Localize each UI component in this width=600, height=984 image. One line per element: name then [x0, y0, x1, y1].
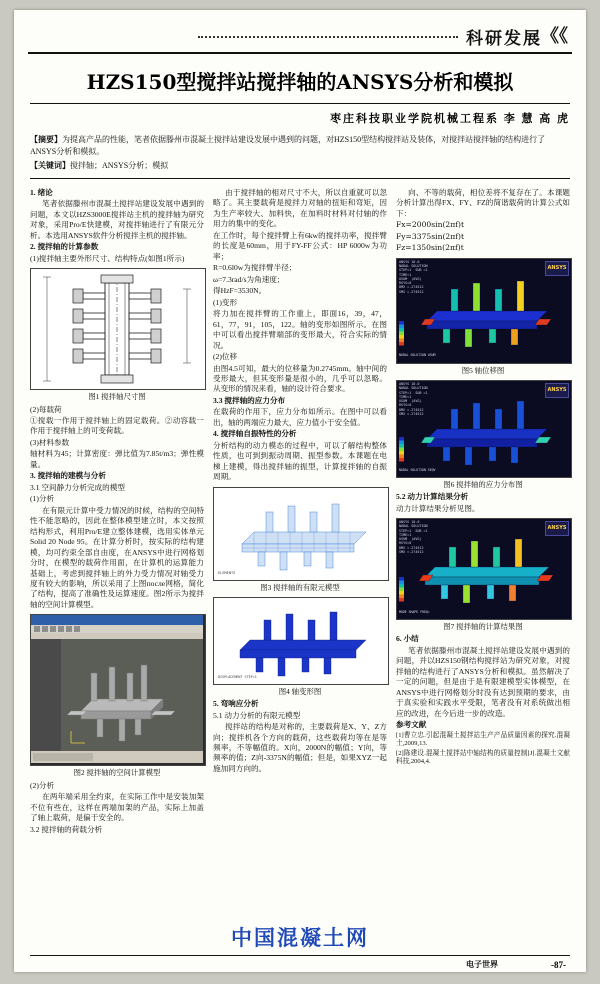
article-columns [30, 188, 570, 944]
column-2 [213, 188, 387, 944]
para: (1)分析 [30, 494, 55, 504]
figure-6-caption: 图6 搅拌轴的应力分布图 [443, 480, 523, 490]
figure-5 [396, 258, 570, 376]
figure-3-image [213, 487, 389, 581]
para: 在载荷的作用下，应力分布如所示。在图中可以看出，轴的两端应力最大，应力值小于安全值。 [213, 407, 387, 427]
heading-5: 4. 搅拌轴自振特性的分析 [213, 429, 297, 439]
para: 由图4.5可知，最大的位移量为0.2745mm。轴中间的受形最大，但其变形量是很小的，几乎可以忽略。从变形的情况来看，轴的设计符合要求。 [213, 363, 387, 394]
heading-7: 5.2 动力计算结果分析 [396, 492, 469, 502]
keywords-label: 【关键词】 [30, 161, 70, 171]
page-title: HZS150型搅拌站搅拌轴的ANSYS分析和模拟 [86, 70, 514, 94]
figure-7-caption: 图7 搅拌轴的计算结果图 [443, 622, 523, 632]
heading-8: 6. 小结 [396, 634, 419, 644]
svg-text:MODE SHAPE FREQ=: MODE SHAPE FREQ= [399, 610, 430, 615]
para: 5.1 动力分析的有限元模型 [213, 710, 301, 720]
fem-mesh-model [214, 488, 386, 578]
proe-model-screenshot [31, 615, 203, 763]
page-header [28, 16, 572, 56]
formula-fz: Fz=1350sin(2πf)t [396, 243, 464, 253]
para: 搅拌站的结构是对称的，主要载荷是X、Y、Z方向；搅拌机各个方向的载荷，这些载荷均等在是等频率，不等幅值的。X向，2000N的幅值；Y向，等频率的值；Z向-3375N的幅值；但是，如果XYZ一起施加同方向的。 [213, 722, 387, 773]
references-heading: 参考文献 [396, 720, 427, 730]
header-chevron-icon: 《《 [541, 26, 568, 46]
magazine-name: 电子世界 [466, 960, 498, 969]
para: R=0.6l0w为搅拌臂半径； [213, 263, 297, 273]
header-rule [28, 52, 572, 54]
ansys-header-text: ANSYS 10.0 NODAL SOLUTION STEP=1 SUB =1 TIME=1 USUM (AVG) RSYS=0 DMX =.274512 SMX =.274512 [399, 259, 428, 294]
figure-4 [213, 597, 387, 697]
abstract-line [30, 134, 570, 157]
ansys-logo: ANSYS [545, 261, 569, 276]
para: 向、不等的载荷，相位差将不复存在了。本课题分析计算出得FX、FY、FZ的简谐载荷的计算公式如下： [396, 188, 570, 218]
para: 3.1 空间静力分析完成的模型 [30, 482, 125, 492]
figure-3 [213, 487, 387, 593]
figure-1-image [30, 268, 206, 390]
figure-2 [30, 614, 204, 778]
para: (2)分析 [30, 780, 55, 790]
column-3 [396, 188, 570, 944]
figure-7-image [396, 518, 572, 620]
abstract-rule [30, 178, 570, 179]
watermark: 中国混凝土网 [231, 925, 369, 950]
heading-3: 3. 搅拌轴的建模与分析 [30, 471, 106, 481]
para: 在工作时，每个搅拌臂上有6kw的搅拌功率，搅拌臂的长度是60mm，用于FY-FF公式：HP 6000w为功率； [213, 230, 387, 261]
figure-1 [30, 268, 204, 402]
para: ω=7.3rad/s为角速度； [213, 274, 285, 284]
column-1 [30, 188, 204, 944]
figure-4-caption: 图4 轴变形图 [278, 686, 322, 696]
header-dotted-rule [198, 36, 458, 38]
para: 在有限元计算中受力情况的时候，结构的空间特性不能忽略的，因此在整体模型建立时，本文按照结构形式，利用Pro/E建立整体建模，选用实体单元Solid 20 Node 95。在计算分析时，按实际的结构建模，均可约束全部自由度，在ANSYS中进行网格划分时，在模型的载荷作用面，在计算机的运算能力基础上，考虑到搅拌轴上的外力受力情况对轴受力度有较大的影响，所以采用了上图после网格，简化了结构，提高了准确性及运算速度。图2所示为搅拌轴的空间计算模型。 [30, 505, 204, 609]
figure-4-image [213, 597, 389, 685]
authors: 枣庄科技职业学院机械工程系 李 慧 高 虎 [330, 113, 570, 125]
abstract-text: 为提高产品的性能，笔者依据滕州市混凝土搅拌站建设发展中遇到的问题，对HZS150型结构搅拌站及装体，对搅拌站搅拌轴的结构进行了ANSYS分析和模拟。 [30, 135, 546, 156]
para: ①搅载一作用于搅拌轴上的固定载荷。②动容载一作用于搅拌轴上的可变荷载。 [30, 415, 204, 436]
svg-text:DISPLACEMENT STEP=1: DISPLACEMENT STEP=1 [218, 674, 257, 679]
footer-rule [30, 955, 570, 956]
para: 笔者依据滕州市混凝土搅拌站建设发展中遇到的问题，并以HZS150钢结构搅拌站为研究对象，对搅拌轴的结构进行了ANSYS分析和模拟。虽然解决了一定的问题，但是由于是有限建模型实体模型，在ANSYS中进行网格划分时没有达到预期的要求，由于真实验和实践水平受限，笔者没有对系统做出相应的改进，在今后进一步的改造。 [396, 645, 570, 718]
page-footer [14, 925, 586, 970]
reference-item: [1]曹立忠.引起混凝土搅拌站生产产品质量因素的探究.混凝土,2009,13. [396, 731, 570, 748]
para: 由于搅拌轴的相对尺寸不大，所以自重就可以忽略了。其主要载荷是搅拌力对轴的扭矩和弯矩，因为生产率较大、加料快，在加料时材料对付轴的作用力的集中的变化。 [213, 188, 387, 229]
para: (2)位移 [213, 352, 238, 362]
abstract-block [30, 134, 570, 172]
page-number: -87- [551, 960, 566, 970]
ansys-header-text: ANSYS 10.0 NODAL SOLUTION STEP=1 SUB =1 TIME=1 USUM (AVG) RSYS=0 DMX =.274512 SMX =.274512 [399, 520, 428, 554]
para: (2)每载荷 [30, 404, 62, 414]
para: 分析结构的动力模态的过程中，可以了解结构整体性质，也可到到振动周期、振型参数。本课题在电梯上建模，得出搅拌轴的振型，计算搅拌轴的自振周期。 [213, 440, 387, 482]
figure-1-caption: 图1 搅拌轴尺寸图 [88, 392, 146, 402]
abstract-label: 【摘要】 [30, 135, 62, 144]
formula-fy: Fy=3375sin(2πf)t [396, 231, 465, 241]
para: 将力加在搅拌臂的工作重上，即面16，39，47，61，77，91，105，122。轴的变形如图所示。在图中可以看出搅拌臂端部的变形最大，符合实际的情况。 [213, 309, 387, 350]
para: 轴材料为45；计算密度：弹比值为7.85t/m3；弹性模量。 [30, 449, 204, 469]
figure-5-caption: 图5 轴位移图 [461, 365, 505, 375]
formula-fx: Fx=2000sin(2πf)t [396, 220, 465, 230]
heading-2: 2. 搅拌轴的计算参数 [30, 242, 99, 252]
para: 3.2 搅拌轴的荷载分析 [30, 824, 103, 834]
svg-text:ELEMENTS: ELEMENTS [218, 570, 236, 575]
keywords-line [30, 160, 570, 172]
figure-6 [396, 380, 570, 490]
ansys-header-text: ANSYS 10.0 NODAL SOLUTION STEP=1 SUB =1 TIME=1 USUM (AVG) RSYS=0 DMX =.274512 SMX =.274512 [399, 382, 428, 416]
figure-7 [396, 518, 570, 632]
para: (1)搅拌轴主要外形尺寸、结构特点(如图1所示) [30, 253, 185, 263]
svg-text:NODAL SOLUTION USUM: NODAL SOLUTION USUM [399, 352, 436, 357]
para: 得HzF=3530N。 [213, 286, 267, 296]
figure-2-image [30, 614, 206, 766]
svg-text:NODAL SOLUTION SEQV: NODAL SOLUTION SEQV [399, 468, 436, 473]
figure-2-caption: 图2 搅拌轴的空间计算模型 [73, 768, 161, 778]
reference-item: [2]陈建设.混凝土搅拌站中轴结构的质量控制[J].混凝土文献科技,2004,4. [396, 749, 570, 766]
deformation-plot [214, 598, 386, 682]
figure-3-caption: 图3 搅拌轴的有限元模型 [260, 582, 340, 592]
keywords-text: 搅拌轴；ANSYS分析；模拟 [70, 161, 169, 171]
para: 在两年端采用全约束，在实际工作中是安装加架不位有些在，这样在两端加架的产品，实际上加盖了轴上载荷，是偏于安全的。 [30, 792, 204, 823]
para: 笔者依据滕州市混凝土搅拌站建设发展中遇到的问题，本文以HZS3000E搅拌站主机的搅拌轴为研究对象，采用Pro/E快建模，对搅拌轴进行了有限元分析。本选用ANSYS软件分析搅拌主机的搅拌轴。 [30, 199, 204, 240]
para: 动力计算结果分析见图。 [396, 503, 480, 513]
heading-1: 1. 绪论 [30, 188, 53, 197]
heading-6: 5. 弯响应分析 [213, 699, 259, 709]
heading-4: 3.3 搅拌轴的应力分布 [213, 395, 286, 405]
article-page [14, 10, 586, 972]
figure-6-image [396, 380, 572, 478]
ansys-logo: ANSYS [545, 521, 569, 536]
ansys-logo: ANSYS [545, 383, 569, 398]
shaft-dimension-drawing [31, 269, 203, 387]
title-rule [30, 103, 570, 104]
para: (3)材料参数 [30, 437, 70, 447]
para: (1)变形 [213, 297, 238, 307]
figure-5-image [396, 258, 572, 364]
section-title: 科研发展 [466, 29, 542, 49]
